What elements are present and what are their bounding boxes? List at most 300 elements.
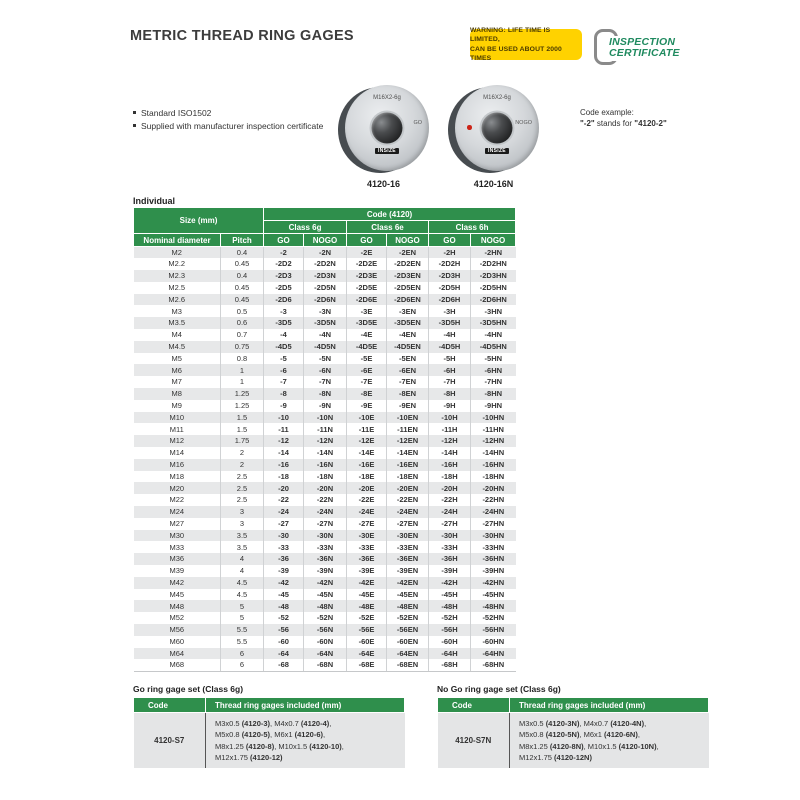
code-cell: -20EN bbox=[387, 482, 429, 494]
code-cell: -3H bbox=[429, 305, 471, 317]
code-cell: -20H bbox=[429, 482, 471, 494]
code-cell: -33EN bbox=[387, 541, 429, 553]
code-cell: -27 bbox=[264, 518, 304, 530]
product-code-caption: 4120-16N bbox=[473, 179, 514, 189]
feature-item bbox=[133, 121, 323, 131]
size-cell: M18 bbox=[134, 471, 221, 483]
code-cell: -2H bbox=[429, 247, 471, 259]
table-row bbox=[134, 577, 516, 589]
code-cell: -2D5EN bbox=[387, 282, 429, 294]
code-cell: -33E bbox=[347, 541, 387, 553]
code-cell: -42HN bbox=[471, 577, 516, 589]
pitch-cell: 4.5 bbox=[221, 577, 264, 589]
code-cell: -45EN bbox=[387, 589, 429, 601]
code-cell: -5N bbox=[304, 353, 347, 365]
table-row bbox=[134, 353, 516, 365]
code-cell: -33HN bbox=[471, 541, 516, 553]
code-cell: -2HN bbox=[471, 247, 516, 259]
size-cell: M39 bbox=[134, 565, 221, 577]
go-set-section bbox=[133, 684, 405, 768]
code-cell: -5HN bbox=[471, 353, 516, 365]
size-cell: M45 bbox=[134, 589, 221, 601]
code-cell: -60HN bbox=[471, 636, 516, 648]
code-cell: -11HN bbox=[471, 423, 516, 435]
code-cell: -64EN bbox=[387, 648, 429, 660]
set-included-value: M3x0.5 (4120-3N), M4x0.7 (4120-4N), M5x0.8 (4120-5N), M6x1 (4120-6N), M8x1.25 (4120-8N), M10x1.5 (4120-10N), M12x1.75 (4120-12N) bbox=[510, 713, 709, 769]
code-cell: -42N bbox=[304, 577, 347, 589]
code-cell: -5H bbox=[429, 353, 471, 365]
insize-logo bbox=[455, 139, 539, 157]
code-cell: -2D6E bbox=[347, 294, 387, 306]
certificate-label bbox=[606, 36, 680, 61]
code-cell: -4D5H bbox=[429, 341, 471, 353]
table-row bbox=[134, 494, 516, 506]
bullet-square-icon bbox=[133, 111, 136, 114]
code-cell: -27H bbox=[429, 518, 471, 530]
code-cell: -2D2EN bbox=[387, 258, 429, 270]
code-cell: -48 bbox=[264, 600, 304, 612]
code-cell: -12H bbox=[429, 435, 471, 447]
size-cell: M60 bbox=[134, 636, 221, 648]
code-cell: -14EN bbox=[387, 447, 429, 459]
code-cell: -60E bbox=[347, 636, 387, 648]
code-cell: -22EN bbox=[387, 494, 429, 506]
pitch-cell: 2.5 bbox=[221, 482, 264, 494]
feature-text: Supplied with manufacturer inspection certificate bbox=[141, 120, 324, 131]
table-row bbox=[134, 341, 516, 353]
size-cell: M16 bbox=[134, 459, 221, 471]
code-cell: -60N bbox=[304, 636, 347, 648]
code-cell: -10N bbox=[304, 412, 347, 424]
code-cell: -33N bbox=[304, 541, 347, 553]
code-cell: -3N bbox=[304, 305, 347, 317]
table-body bbox=[134, 247, 516, 672]
code-cell: -9HN bbox=[471, 400, 516, 412]
size-cell: M22 bbox=[134, 494, 221, 506]
pitch-cell: 1 bbox=[221, 376, 264, 388]
table-row bbox=[134, 482, 516, 494]
code-cell: -42E bbox=[347, 577, 387, 589]
nogo-set-table bbox=[437, 697, 709, 768]
code-cell: -7N bbox=[304, 376, 347, 388]
code-cell: -18EN bbox=[387, 471, 429, 483]
go-header: GO bbox=[347, 234, 387, 247]
code-cell: -2D6EN bbox=[387, 294, 429, 306]
code-cell: -5EN bbox=[387, 353, 429, 365]
code-cell: -6EN bbox=[387, 364, 429, 376]
code-cell: -2D5E bbox=[347, 282, 387, 294]
code-cell: -6E bbox=[347, 364, 387, 376]
nominal-diameter-header: Nominal diameter bbox=[134, 234, 221, 247]
code-cell: -33H bbox=[429, 541, 471, 553]
code-cell: -3D5EN bbox=[387, 317, 429, 329]
code-cell: -2D3 bbox=[264, 270, 304, 282]
code-cell: -22HN bbox=[471, 494, 516, 506]
table-row bbox=[134, 624, 516, 636]
code-cell: -10HN bbox=[471, 412, 516, 424]
code-cell: -52 bbox=[264, 612, 304, 624]
nogo-ring-gage-photo bbox=[448, 85, 540, 189]
ring-marking: M16X2-6g bbox=[373, 95, 401, 101]
code-cell: -9N bbox=[304, 400, 347, 412]
code-cell: -2D3E bbox=[347, 270, 387, 282]
ring-face bbox=[455, 85, 539, 171]
pitch-cell: 5 bbox=[221, 600, 264, 612]
code-cell: -10H bbox=[429, 412, 471, 424]
code-cell: -56H bbox=[429, 624, 471, 636]
code-cell: -2D2 bbox=[264, 258, 304, 270]
code-cell: -36N bbox=[304, 553, 347, 565]
set-included-value: M3x0.5 (4120-3), M4x0.7 (4120-4), M5x0.8 (4120-5), M6x1 (4120-6), M8x1.25 (4120-8), M10x1.5 (4120-10), M12x1.75 (4120-12) bbox=[206, 713, 405, 769]
size-cell: M2 bbox=[134, 247, 221, 259]
code-cell: -39HN bbox=[471, 565, 516, 577]
code-cell: -60H bbox=[429, 636, 471, 648]
code-cell: -8HN bbox=[471, 388, 516, 400]
code-cell: -68 bbox=[264, 659, 304, 671]
code-cell: -3D5H bbox=[429, 317, 471, 329]
code-cell: -11 bbox=[264, 423, 304, 435]
code-cell: -14N bbox=[304, 447, 347, 459]
size-cell: M42 bbox=[134, 577, 221, 589]
code-cell: -8H bbox=[429, 388, 471, 400]
code-cell: -52EN bbox=[387, 612, 429, 624]
code-cell: -45 bbox=[264, 589, 304, 601]
product-code-caption: 4120-16 bbox=[366, 179, 401, 189]
code-cell: -39EN bbox=[387, 565, 429, 577]
code-cell: -64H bbox=[429, 648, 471, 660]
code-cell: -36H bbox=[429, 553, 471, 565]
code-cell: -36EN bbox=[387, 553, 429, 565]
code-cell: -4D5 bbox=[264, 341, 304, 353]
code-cell: -6HN bbox=[471, 364, 516, 376]
size-cell: M20 bbox=[134, 482, 221, 494]
code-cell: -60 bbox=[264, 636, 304, 648]
code-cell: -2D2H bbox=[429, 258, 471, 270]
table-row bbox=[134, 400, 516, 412]
code-cell: -45HN bbox=[471, 589, 516, 601]
code-cell: -9EN bbox=[387, 400, 429, 412]
size-cell: M2.3 bbox=[134, 270, 221, 282]
code-cell: -24N bbox=[304, 506, 347, 518]
pitch-cell: 0.45 bbox=[221, 258, 264, 270]
code-cell: -16H bbox=[429, 459, 471, 471]
table-row bbox=[134, 247, 516, 259]
code-example-label: Code example: bbox=[580, 108, 634, 117]
certificate-line-2: CERTIFICATE bbox=[609, 47, 680, 60]
pitch-cell: 4 bbox=[221, 553, 264, 565]
individual-label: Individual bbox=[133, 196, 176, 206]
code-cell: -2D3EN bbox=[387, 270, 429, 282]
size-group-header: Size (mm) bbox=[134, 208, 264, 234]
code-cell: -24EN bbox=[387, 506, 429, 518]
code-cell: -18HN bbox=[471, 471, 516, 483]
ring-face bbox=[345, 85, 429, 171]
code-cell: -2D2N bbox=[304, 258, 347, 270]
table-row bbox=[134, 553, 516, 565]
pitch-cell: 3 bbox=[221, 506, 264, 518]
size-cell: M5 bbox=[134, 353, 221, 365]
code-cell: -30 bbox=[264, 530, 304, 542]
pitch-cell: 6 bbox=[221, 648, 264, 660]
code-cell: -39E bbox=[347, 565, 387, 577]
nogo-set-title: No Go ring gage set (Class 6g) bbox=[437, 684, 561, 694]
table-row bbox=[134, 447, 516, 459]
code-cell: -2D6HN bbox=[471, 294, 516, 306]
table-row bbox=[134, 294, 516, 306]
code-cell: -30H bbox=[429, 530, 471, 542]
code-cell: -36HN bbox=[471, 553, 516, 565]
table-header bbox=[134, 208, 516, 247]
table-row bbox=[134, 541, 516, 553]
pitch-cell: 1.75 bbox=[221, 435, 264, 447]
code-cell: -2D5 bbox=[264, 282, 304, 294]
code-cell: -18 bbox=[264, 471, 304, 483]
table-row bbox=[134, 659, 516, 671]
certificate-line-1: INSPECTION bbox=[609, 36, 676, 48]
pitch-cell: 0.5 bbox=[221, 305, 264, 317]
code-cell: -64 bbox=[264, 648, 304, 660]
set-code-value: 4120-S7N bbox=[438, 713, 510, 769]
pitch-header: Pitch bbox=[221, 234, 264, 247]
pitch-cell: 3 bbox=[221, 518, 264, 530]
size-cell: M6 bbox=[134, 364, 221, 376]
pitch-cell: 1.25 bbox=[221, 388, 264, 400]
size-cell: M10 bbox=[134, 412, 221, 424]
code-cell: -3HN bbox=[471, 305, 516, 317]
code-cell: -64N bbox=[304, 648, 347, 660]
code-cell: -2D6 bbox=[264, 294, 304, 306]
code-cell: -2D6N bbox=[304, 294, 347, 306]
pitch-cell: 0.45 bbox=[221, 294, 264, 306]
code-cell: -42 bbox=[264, 577, 304, 589]
code-cell: -3E bbox=[347, 305, 387, 317]
code-cell: -18E bbox=[347, 471, 387, 483]
table-row bbox=[134, 282, 516, 294]
code-cell: -3 bbox=[264, 305, 304, 317]
code-cell: -30HN bbox=[471, 530, 516, 542]
code-cell: -6N bbox=[304, 364, 347, 376]
pitch-cell: 5.5 bbox=[221, 636, 264, 648]
code-cell: -24HN bbox=[471, 506, 516, 518]
code-cell: -64HN bbox=[471, 648, 516, 660]
code-cell: -56N bbox=[304, 624, 347, 636]
code-cell: -8EN bbox=[387, 388, 429, 400]
code-cell: -6H bbox=[429, 364, 471, 376]
pitch-cell: 1.5 bbox=[221, 412, 264, 424]
set-code-header: Code bbox=[438, 698, 510, 713]
code-cell: -7HN bbox=[471, 376, 516, 388]
code-cell: -9 bbox=[264, 400, 304, 412]
code-cell: -8 bbox=[264, 388, 304, 400]
size-cell: M9 bbox=[134, 400, 221, 412]
red-dot-icon bbox=[467, 125, 472, 130]
code-cell: -2D3H bbox=[429, 270, 471, 282]
code-cell: -60EN bbox=[387, 636, 429, 648]
go-header: GO bbox=[429, 234, 471, 247]
code-cell: -48EN bbox=[387, 600, 429, 612]
code-cell: -12N bbox=[304, 435, 347, 447]
code-cell: -18H bbox=[429, 471, 471, 483]
code-cell: -22 bbox=[264, 494, 304, 506]
pitch-cell: 0.4 bbox=[221, 247, 264, 259]
pitch-cell: 6 bbox=[221, 659, 264, 671]
table-row bbox=[134, 423, 516, 435]
code-cell: -52E bbox=[347, 612, 387, 624]
code-cell: -5E bbox=[347, 353, 387, 365]
code-cell: -11H bbox=[429, 423, 471, 435]
code-cell: -30E bbox=[347, 530, 387, 542]
code-cell: -39 bbox=[264, 565, 304, 577]
code-cell: -2D3N bbox=[304, 270, 347, 282]
code-cell: -27EN bbox=[387, 518, 429, 530]
code-cell: -45E bbox=[347, 589, 387, 601]
code-cell: -10EN bbox=[387, 412, 429, 424]
code-cell: -4D5EN bbox=[387, 341, 429, 353]
code-cell: -27E bbox=[347, 518, 387, 530]
code-cell: -7H bbox=[429, 376, 471, 388]
size-cell: M4.5 bbox=[134, 341, 221, 353]
size-cell: M30 bbox=[134, 530, 221, 542]
ring-marking: M16X2-6g bbox=[483, 95, 511, 101]
nogo-header: NOGO bbox=[304, 234, 347, 247]
pitch-cell: 2 bbox=[221, 447, 264, 459]
code-cell: -16N bbox=[304, 459, 347, 471]
code-cell: -36 bbox=[264, 553, 304, 565]
code-cell: -9E bbox=[347, 400, 387, 412]
code-cell: -11E bbox=[347, 423, 387, 435]
code-cell: -27N bbox=[304, 518, 347, 530]
pitch-cell: 2.5 bbox=[221, 471, 264, 483]
code-cell: -4D5E bbox=[347, 341, 387, 353]
code-cell: -12E bbox=[347, 435, 387, 447]
table-row bbox=[134, 530, 516, 542]
table-row bbox=[134, 317, 516, 329]
code-cell: -2D5N bbox=[304, 282, 347, 294]
code-cell: -56EN bbox=[387, 624, 429, 636]
size-cell: M48 bbox=[134, 600, 221, 612]
pitch-cell: 3.5 bbox=[221, 541, 264, 553]
code-cell: -22N bbox=[304, 494, 347, 506]
feature-text: Standard ISO1502 bbox=[141, 108, 212, 118]
nogo-set-section bbox=[437, 684, 709, 768]
code-cell: -4EN bbox=[387, 329, 429, 341]
size-cell: M52 bbox=[134, 612, 221, 624]
pitch-cell: 4.5 bbox=[221, 589, 264, 601]
insize-logo bbox=[345, 139, 429, 157]
feature-list bbox=[133, 108, 323, 133]
pitch-cell: 0.7 bbox=[221, 329, 264, 341]
code-cell: -68N bbox=[304, 659, 347, 671]
code-cell: -4N bbox=[304, 329, 347, 341]
code-cell: -11N bbox=[304, 423, 347, 435]
table-row bbox=[134, 305, 516, 317]
insize-logo-text: INSIZE bbox=[485, 148, 509, 154]
code-cell: -16HN bbox=[471, 459, 516, 471]
pitch-cell: 0.45 bbox=[221, 282, 264, 294]
code-cell: -42EN bbox=[387, 577, 429, 589]
code-cell: -24H bbox=[429, 506, 471, 518]
code-cell: -20 bbox=[264, 482, 304, 494]
code-cell: -2 bbox=[264, 247, 304, 259]
code-cell: -56 bbox=[264, 624, 304, 636]
size-cell: M2.2 bbox=[134, 258, 221, 270]
size-cell: M24 bbox=[134, 506, 221, 518]
code-cell: -22H bbox=[429, 494, 471, 506]
size-cell: M7 bbox=[134, 376, 221, 388]
bullet-square-icon bbox=[133, 124, 136, 127]
code-cell: -45N bbox=[304, 589, 347, 601]
code-cell: -56HN bbox=[471, 624, 516, 636]
size-cell: M56 bbox=[134, 624, 221, 636]
code-cell: -7E bbox=[347, 376, 387, 388]
table-row bbox=[134, 612, 516, 624]
size-cell: M68 bbox=[134, 659, 221, 671]
size-cell: M64 bbox=[134, 648, 221, 660]
code-cell: -42H bbox=[429, 577, 471, 589]
nogo-header: NOGO bbox=[471, 234, 516, 247]
code-cell: -9H bbox=[429, 400, 471, 412]
code-cell: -14H bbox=[429, 447, 471, 459]
code-cell: -4E bbox=[347, 329, 387, 341]
size-cell: M27 bbox=[134, 518, 221, 530]
code-cell: -3D5HN bbox=[471, 317, 516, 329]
pitch-cell: 0.8 bbox=[221, 353, 264, 365]
size-cell: M3.5 bbox=[134, 317, 221, 329]
code-cell: -4D5N bbox=[304, 341, 347, 353]
code-cell: -14 bbox=[264, 447, 304, 459]
code-cell: -10E bbox=[347, 412, 387, 424]
table-row bbox=[134, 589, 516, 601]
pitch-cell: 5.5 bbox=[221, 624, 264, 636]
set-code-value: 4120-S7 bbox=[134, 713, 206, 769]
code-cell: -64E bbox=[347, 648, 387, 660]
pitch-cell: 2.5 bbox=[221, 494, 264, 506]
page-title: METRIC THREAD RING GAGES bbox=[130, 28, 354, 44]
code-cell: -48E bbox=[347, 600, 387, 612]
individual-size-code-table bbox=[133, 207, 516, 672]
code-cell: -52N bbox=[304, 612, 347, 624]
set-included-header: Thread ring gages included (mm) bbox=[206, 698, 405, 713]
code-cell: -68HN bbox=[471, 659, 516, 671]
pitch-cell: 0.75 bbox=[221, 341, 264, 353]
code-cell: -52H bbox=[429, 612, 471, 624]
code-cell: -14HN bbox=[471, 447, 516, 459]
table-row bbox=[134, 600, 516, 612]
set-code-header: Code bbox=[134, 698, 206, 713]
size-cell: M11 bbox=[134, 423, 221, 435]
code-cell: -2D6H bbox=[429, 294, 471, 306]
code-cell: -12HN bbox=[471, 435, 516, 447]
go-set-table bbox=[133, 697, 405, 768]
code-cell: -4HN bbox=[471, 329, 516, 341]
code-cell: -2EN bbox=[387, 247, 429, 259]
pitch-cell: 0.6 bbox=[221, 317, 264, 329]
code-cell: -6 bbox=[264, 364, 304, 376]
go-marking: GO bbox=[413, 120, 422, 126]
size-cell: M2.5 bbox=[134, 282, 221, 294]
code-cell: -48H bbox=[429, 600, 471, 612]
size-cell: M36 bbox=[134, 553, 221, 565]
code-cell: -48N bbox=[304, 600, 347, 612]
pitch-cell: 1 bbox=[221, 364, 264, 376]
code-cell: -7 bbox=[264, 376, 304, 388]
code-cell: -3D5E bbox=[347, 317, 387, 329]
size-cell: M4 bbox=[134, 329, 221, 341]
code-cell: -20HN bbox=[471, 482, 516, 494]
warning-line-2: CAN BE USED ABOUT 2000 TIMES bbox=[470, 45, 562, 62]
table-row bbox=[134, 636, 516, 648]
code-cell: -8E bbox=[347, 388, 387, 400]
